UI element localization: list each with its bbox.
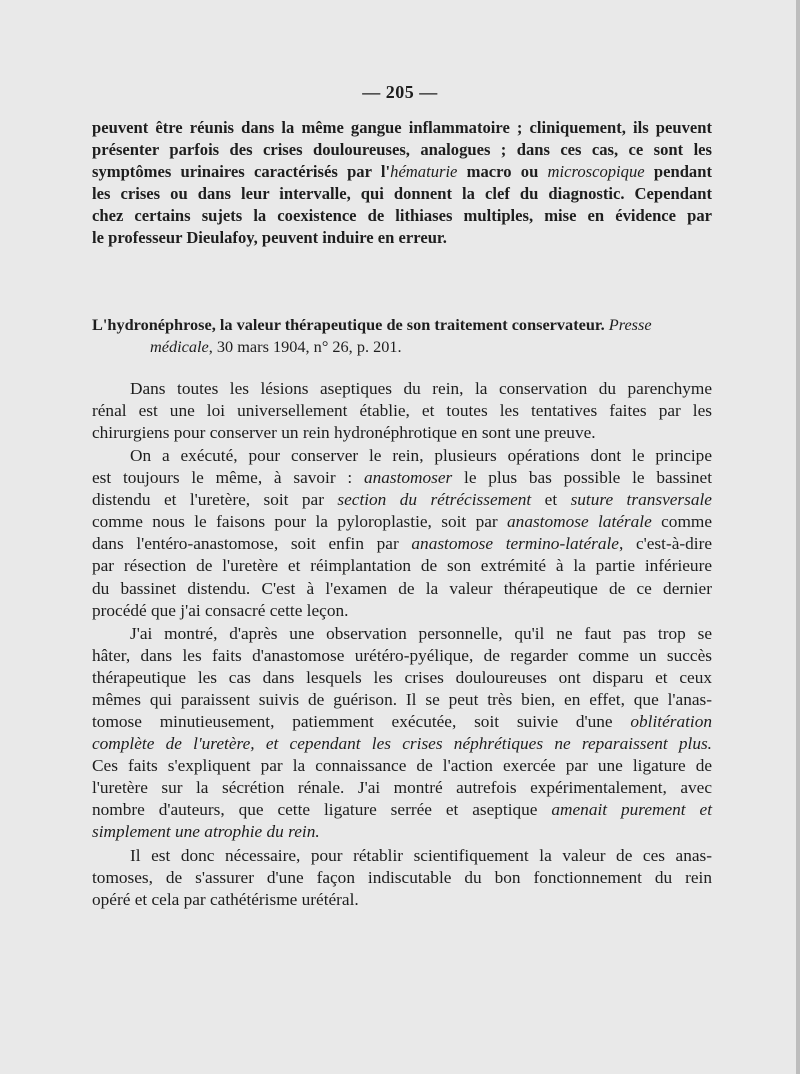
text-line: rénal est une loi universellement établie, et toutes les tentatives faites par les [92, 401, 712, 420]
italic-term: oblitération [630, 712, 712, 731]
text-line: thérapeutique les cas dans lesquels les crises douloureuses ont disparu et ceux [92, 668, 712, 687]
italic-term: microscopique [547, 162, 645, 181]
text-line: les crises ou dans leur intervalle, qui donnent la clef du diagnostic. Cependant [92, 184, 712, 203]
text-run: nombre d'auteurs, que cette ligature serrée et aseptique [92, 800, 552, 819]
text-line: mêmes qui paraissent suivis de guérison. Il se peut très bien, en effet, que l'anas- [92, 690, 712, 709]
text-line: du bassinet distendu. C'est à l'examen de la valeur thérapeutique de ce dernier [92, 579, 712, 598]
text-line: l'uretère sur la sécrétion rénale. J'ai montré autrefois expérimentalement, avec [92, 778, 712, 797]
text-run: distendu et l'uretère, soit par [92, 490, 338, 509]
text-line [92, 161, 712, 183]
journal-name: Presse [608, 315, 652, 334]
text-line: chez certains sujets la coexistence de lithiases multiples, mise en évidence par [92, 206, 712, 225]
italic-term: anastomose latérale [507, 512, 652, 531]
text-line [92, 733, 712, 755]
text-line: hâter, dans les faits d'anastomose urétéro-pyélique, de regarder comme un succès [92, 646, 712, 665]
text-line: par résection de l'uretère et réimplantation de son extrémité à la partie inférieure [92, 556, 712, 575]
page-number: — 205 — [362, 82, 438, 102]
text-line [92, 799, 712, 821]
text-line: le professeur Dieulafoy, peuvent induire en erreur. [92, 228, 447, 247]
text-line: chirurgiens pour conserver un rein hydronéphrotique en sont une preuve. [92, 423, 596, 442]
text-line [92, 511, 712, 533]
text-run: dans l'entéro-anastomose, soit enfin par [92, 534, 412, 553]
text-line: présenter parfois des crises douloureuses, analogues ; dans ces cas, ce sont les [92, 140, 712, 159]
text-line: peuvent être réunis dans la même gangue inflammatoire ; cliniquement, ils peuvent [92, 118, 712, 137]
text-run: , c'est-à-dire [618, 534, 712, 553]
text-run: et [531, 490, 571, 509]
text-line: opéré et cela par cathétérisme urétéral. [92, 890, 359, 909]
text-line [92, 533, 712, 555]
italic-term: suture transversale [570, 490, 712, 509]
text-line [92, 489, 712, 511]
italic-term: anastomose termino-latérale [411, 534, 619, 553]
text-line: On a exécuté, pour conserver le rein, plusieurs opérations dont le principe [130, 446, 712, 465]
journal-name: médicale [150, 337, 209, 356]
text-line [92, 711, 712, 733]
text-run: tomose minutieusement, patiemment exécutée, soit suivie d'une [92, 712, 631, 731]
italic-term: simplement une atrophie du rein. [92, 822, 320, 841]
text-line: Ces faits s'expliquent par la connaissance de l'action exercée par une ligature de [92, 756, 712, 775]
text-line: Dans toutes les lésions aseptiques du rein, la conservation du parenchyme [130, 379, 712, 398]
italic-term: anastomoser [363, 468, 453, 487]
article-heading [92, 314, 712, 336]
text-run: est toujours le même, à savoir : [92, 468, 364, 487]
article-citation [150, 336, 710, 358]
text-line: Il est donc nécessaire, pour rétablir scientifiquement la valeur de ces anas- [130, 846, 712, 865]
text-line [92, 467, 712, 489]
italic-term: section du rétrécissement [337, 490, 532, 509]
text-run: symptômes urinaires caractérisés par l' [92, 162, 391, 181]
citation-date: , 30 mars 1904, n° 26, p. 201. [208, 337, 402, 356]
text-line: tomoses, de s'assurer d'une façon indiscutable du bon fonctionnement du rein [92, 868, 712, 887]
text-line: J'ai montré, d'après une observation personnelle, qu'il ne faut pas trop se [130, 624, 712, 643]
text-line: procédé que j'ai consacré cette leçon. [92, 601, 349, 620]
article-title: L'hydronéphrose, la valeur thérapeutique de son traitement conservateur. [92, 315, 605, 334]
italic-term: amenait purement et [551, 800, 712, 819]
italic-term: hématurie [390, 162, 458, 181]
text-run: le plus bas possible le bassinet [452, 468, 712, 487]
text-line [92, 821, 712, 843]
text-run: macro ou [457, 162, 548, 181]
text-run: comme nous le faisons pour la pyloroplastie, soit par [92, 512, 508, 531]
italic-term: complète de l'uretère, et cependant les crises néphrétiques ne reparaissent plus. [92, 734, 712, 753]
page-edge-shadow [796, 0, 800, 1074]
text-run: pendant [644, 162, 712, 181]
text-run: comme [651, 512, 713, 531]
